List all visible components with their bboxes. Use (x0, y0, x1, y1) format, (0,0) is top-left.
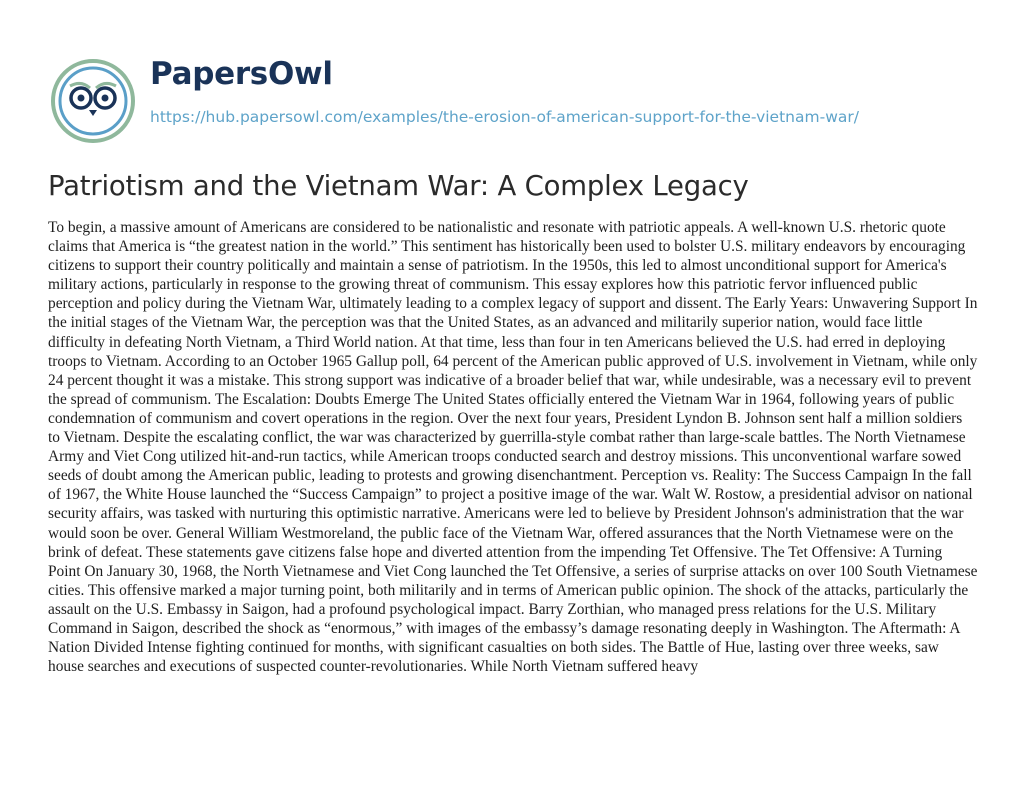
site-header (50, 38, 974, 138)
owl-logo-icon (50, 58, 136, 144)
source-url[interactable]: https://hub.papersowl.com/examples/the-erosion-of-american-support-for-the-vietnam-war/ (150, 108, 859, 126)
page-title: Patriotism and the Vietnam War: A Complex Legacy (48, 170, 749, 202)
brand-name: PapersOwl (150, 56, 333, 92)
article-body: To begin, a massive amount of Americans are considered to be nationalistic and resonate with patriotic appeals. A well-known U.S. rhetoric quote claims that America is “the greatest nation in the world.” This sentiment has historically been used to bolster U.S. military endeavors by encouraging citizens to support their country politically and maintain a sense of patriotism. In the 1950s, this led to almost unconditional support for America's military actions, particularly in response to the growing threat of communism. This essay explores how this patriotic fervor influenced public perception and policy during the Vietnam War, ultimately leading to a complex legacy of support and dissent. The Early Years: Unwavering Support In the initial stages of the Vietnam War, the perception was that the United States, as an advanced and militarily superior nation, would face little difficulty in defeating North Vietnam, a Third World nation. At that time, less than four in ten Americans believed the U.S. had erred in deploying troops to Vietnam. According to an October 1965 Gallup poll, 64 percent of the American public approved of U.S. involvement in Vietnam, while only 24 percent thought it was a mistake. This strong support was indicative of a broader belief that war, while undesirable, was a necessary evil to prevent the spread of communism. The Escalation: Doubts Emerge The United States officially entered the Vietnam War in 1964, following years of public condemnation of communism and covert operations in the region. Over the next four years, President Lyndon B. Johnson sent half a million soldiers to Vietnam. Despite the escalating conflict, the war was characterized by guerrilla-style combat rather than large-scale battles. The North Vietnamese Army and Viet Cong utilized hit-and-run tactics, while American troops conducted search and destroy missions. This unconventional warfare sowed seeds of doubt among the American public, leading to protests and growing disenchantment. Perception vs. Reality: The Success Campaign In the fall of 1967, the White House launched the “Success Campaign” to project a positive image of the war. Walt W. Rostow, a presidential advisor on national security affairs, was tasked with nurturing this optimistic narrative. Americans were led to believe by President Johnson's administration that the war would soon be over. General William Westmoreland, the public face of the Vietnam War, offered assurances that the North Vietnamese were on the brink of defeat. These statements gave citizens false hope and diverted attention from the impending Tet Offensive. The Tet Offensive: A Turning Point On January 30, 1968, the North Vietnamese and Viet Cong launched the Tet Offensive, a series of surprise attacks on over 100 South Vietnamese cities. This offensive marked a major turning point, both militarily and in terms of American public opinion. The shock of the attacks, particularly the assault on the U.S. Embassy in Saigon, had a profound psychological impact. Barry Zorthian, who managed press relations for the U.S. Military Command in Saigon, described the shock as “enormous,” with images of the embassy’s damage resonating deeply in Washington. The Aftermath: A Nation Divided Intense fighting continued for months, with significant casualties on both sides. The Battle of Hue, lasting over three weeks, saw house searches and executions of suspected counter-revolutionaries. While North Vietnam suffered heavy (48, 219, 978, 676)
